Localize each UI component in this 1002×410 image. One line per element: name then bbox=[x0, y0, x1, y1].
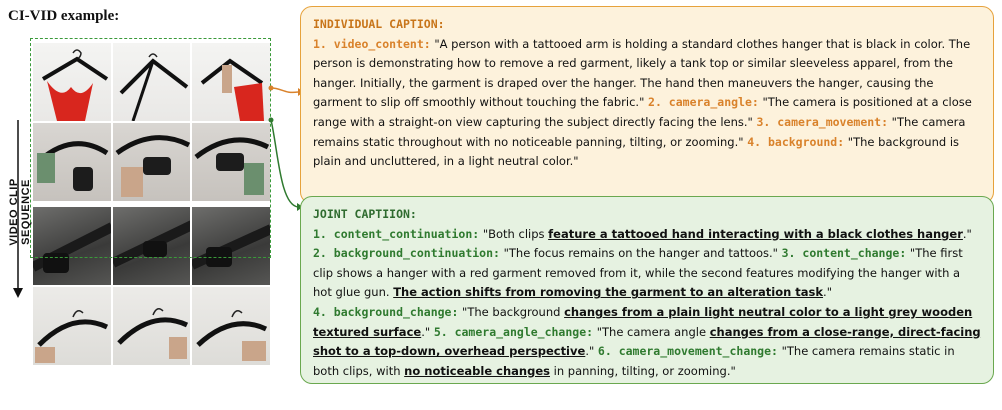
individual-caption-heading: INDIVIDUAL CAPTION: bbox=[313, 17, 445, 31]
caption-text: "The background is plain and uncluttered, in a light neutral color." bbox=[313, 134, 960, 169]
highlighted-phrase: The action shifts from romoving the garment to an alteration task bbox=[393, 285, 824, 300]
caption-text: "The camera is positioned at a close range with a straight-on view capturing the subject directly facing the lens." bbox=[313, 95, 972, 129]
caption-text: ." bbox=[421, 324, 434, 339]
caption-key: 1. content_continuation: bbox=[313, 226, 480, 241]
caption-text: "The camera angle bbox=[593, 324, 710, 339]
caption-text: "The background bbox=[458, 304, 565, 319]
joint-caption-heading: JOINT CAPTIION: bbox=[313, 207, 417, 221]
highlighted-phrase: changes from a close-range, direct-facing shot to a top-down, overhead perspective bbox=[313, 324, 981, 359]
caption-text: "The focus remains on the hanger and tattoos." bbox=[499, 246, 782, 261]
caption-text: ." bbox=[585, 344, 598, 359]
caption-text: in panning, tilting, or zooming." bbox=[549, 363, 736, 378]
highlighted-phrase: feature a tattooed hand interacting with a black clothes hanger bbox=[548, 226, 963, 241]
caption-text: "The camera remains static in both clips, with bbox=[313, 344, 955, 378]
highlighted-phrase: no noticeable changes bbox=[404, 363, 550, 378]
caption-text: "The camera remains static throughout with no noticeable panning, tilting, or zooming." bbox=[313, 114, 966, 149]
caption-key: 1. video_content: bbox=[313, 36, 431, 51]
caption-key: 2. camera_angle: bbox=[648, 95, 759, 110]
joint-caption-panel bbox=[300, 196, 994, 384]
caption-text: "The first clip shows a hanger with a red garment removed from it, while the second features modifying the hanger with a hot glue gun. bbox=[313, 246, 963, 300]
caption-key: 4. background: bbox=[747, 134, 845, 149]
caption-key: 2. background_continuation: bbox=[313, 246, 500, 261]
figure-title: CI-VID example: bbox=[8, 8, 120, 24]
caption-text: ." bbox=[962, 226, 972, 241]
caption-key: 3. content_change: bbox=[781, 246, 907, 261]
highlighted-phrase: changes from a plain light neutral color to a light grey wooden textured surface bbox=[313, 304, 973, 339]
caption-text: "A person with a tattooed arm is holding a standard clothes hanger that is black in color. The person is demonstrating how to remove a red garment, likely a tank top or similar sleeveless apparel, from the hanger. Initially, the garment is draped over the hanger. The hand then maneuvers the hanger, causing the garment to slip off smoothly without touching the fabric." bbox=[313, 36, 971, 110]
caption-text: "Both clips bbox=[479, 226, 549, 241]
sequence-label: VIDEO CLIP SEQUENCE bbox=[8, 178, 32, 246]
individual-caption-body bbox=[313, 35, 981, 172]
caption-key: 4. background_change: bbox=[313, 304, 459, 319]
caption-text: ." bbox=[823, 285, 832, 300]
caption-key: 6. camera_movement_change: bbox=[597, 344, 778, 359]
caption-key: 5. camera_angle_change: bbox=[433, 324, 594, 339]
joint-caption-body bbox=[313, 225, 981, 382]
caption-key: 3. camera_movement: bbox=[756, 114, 889, 129]
individual-caption-panel bbox=[300, 6, 994, 204]
